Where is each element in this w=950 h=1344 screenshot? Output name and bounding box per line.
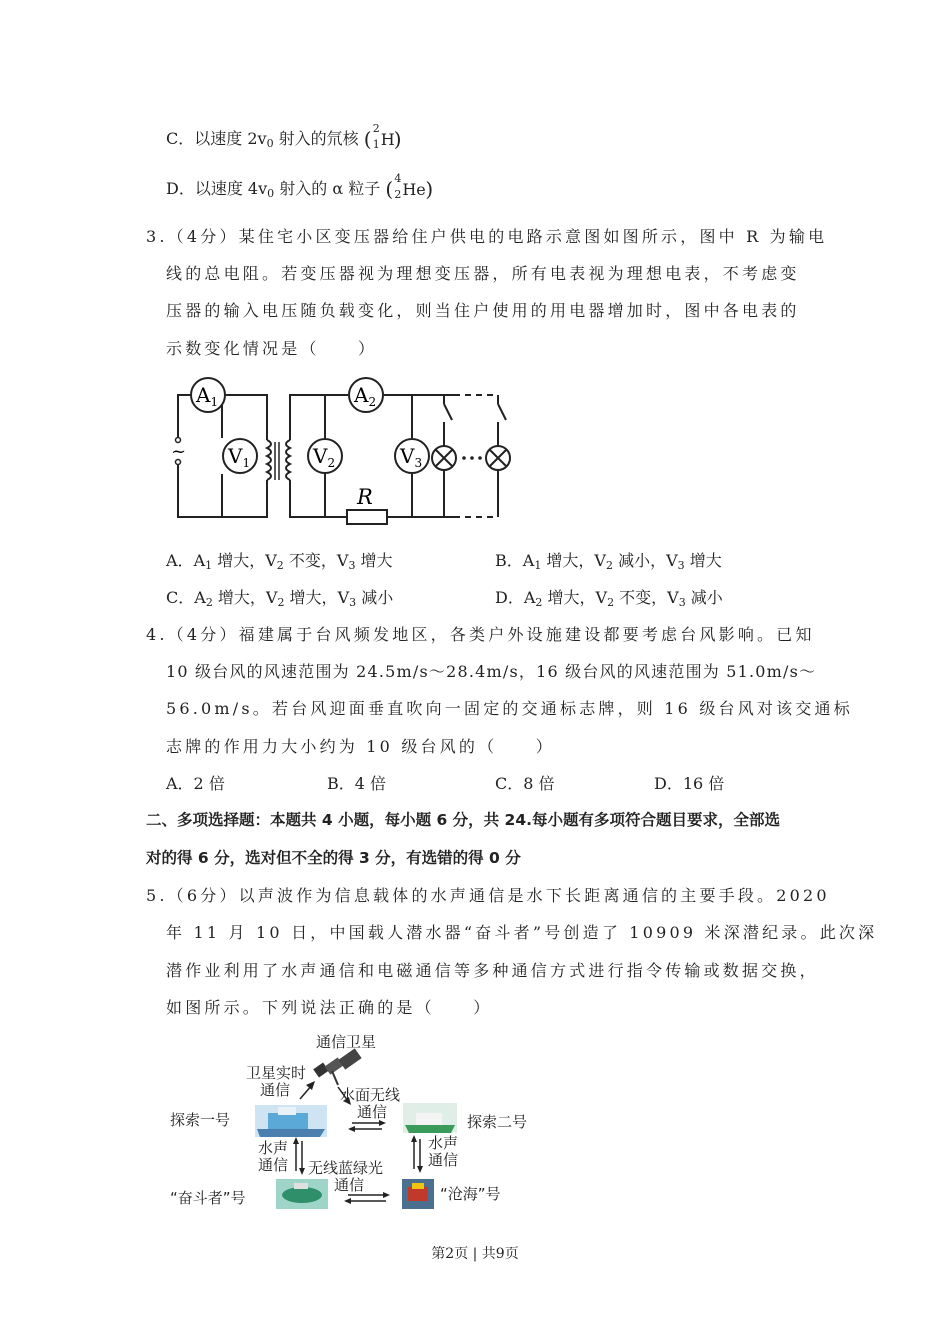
- sat-comm-label-2: 通信: [260, 1081, 291, 1099]
- q4-option-d: D．16 倍: [654, 774, 725, 793]
- q2-option-c: C．以速度 $2v_0$ 射入的氘核 ( 2 1 H ): [166, 126, 404, 151]
- section-heading-line-2: 对的得 6 分，选对但不全的得 3 分，有选错的得 0 分: [146, 849, 521, 867]
- q5-line-3: 潜作业利用了水声通信和电磁通信等多种通信方式进行指令传输或数据交换，: [166, 961, 819, 980]
- q4-line-3: 56.0m/s。若台风迎面垂直吹向一固定的交通标志牌，则 16 级台风对该交通标: [166, 699, 853, 718]
- meter-v2: $V_2$: [313, 444, 336, 470]
- communication-diagram: [160, 1025, 540, 1220]
- meter-v1: $V_1$: [228, 444, 251, 470]
- sub1-icon: [276, 1179, 328, 1209]
- acoustic-right-label-1: 水声: [428, 1134, 459, 1152]
- section-heading-line-1: 二、多项选择题：本题共 4 小题，每小题 6 分，共 24.每小题有多项符合题目要求，全部选: [146, 811, 781, 829]
- circuit-diagram: [162, 370, 522, 530]
- q3-option-c: C．$A_2$ 增大，$V_2$ 增大，$V_3$ 减小: [166, 588, 394, 609]
- right-acoustic-arrow: [414, 1139, 420, 1169]
- q3-option-b: B．$A_1$ 增大，$V_2$ 减小，$V_3$ 增大: [495, 551, 722, 572]
- q4-option-a: A．2 倍: [166, 774, 225, 793]
- q4-line-4: 志牌的作用力大小约为 10 级台风的（ ）: [166, 737, 555, 756]
- acoustic-left-label-1: 水声: [258, 1139, 289, 1157]
- q4-line-2: 10 级台风的风速范围为 24.5m/s～28.4m/s，16 级台风的风速范围为 51.0m/s～: [166, 662, 817, 681]
- q5-line-2: 年 11 月 10 日，中国载人潜水器“奋斗者”号创造了 10909 米深潜纪录。此次深: [166, 923, 878, 942]
- q2-option-d: D．以速度 $4v_0$ 射入的 α 粒子 ( 4 2 He ): [166, 171, 434, 201]
- q4-option-c: C．8 倍: [495, 774, 555, 793]
- q5-line-1: 5.（6分）以声波作为信息载体的水声通信是水下长距离通信的主要手段。2020: [146, 886, 830, 905]
- satellite-icon: [313, 1048, 361, 1085]
- bluegreen-label-2: 通信: [334, 1176, 365, 1194]
- surface-wireless-label-2: 通信: [357, 1103, 388, 1121]
- acoustic-right-label-2: 通信: [428, 1151, 459, 1169]
- page-footer: 第2页 | 共9页: [431, 1246, 519, 1262]
- ship1-label: 探索一号: [170, 1111, 231, 1129]
- ship2-icon: [403, 1103, 457, 1133]
- alpha-symbol: ( 4 2 He ): [385, 171, 434, 201]
- meter-a2: $A_2$: [354, 383, 377, 409]
- sub1-label: “奋斗者”号: [170, 1189, 246, 1207]
- resistor-label: R: [357, 485, 373, 509]
- deuteron-symbol: ( 2 1 H ): [363, 121, 402, 151]
- ship1-icon: [255, 1105, 327, 1137]
- acoustic-left-label-2: 通信: [258, 1156, 289, 1174]
- left-acoustic-arrow: [296, 1141, 302, 1171]
- satellite-label: 通信卫星: [316, 1033, 377, 1051]
- sub2-label: “沧海”号: [440, 1185, 501, 1203]
- q3-line-1: 3.（4分）某住宅小区变压器给住户供电的电路示意图如图所示，图中 R 为输电: [146, 227, 828, 246]
- q3-option-d: D．$A_2$ 增大，$V_2$ 不变，$V_3$ 减小: [495, 588, 723, 609]
- meter-v3: $V_3$: [400, 444, 423, 470]
- q3-line-3: 压器的输入电压随负载变化，则当住户使用的用电器增加时，图中各电表的: [166, 301, 800, 320]
- q3-option-a: A．$A_1$ 增大，$V_2$ 不变，$V_3$ 增大: [166, 551, 393, 572]
- sat-comm-label-1: 卫星实时: [246, 1064, 307, 1082]
- q3-line-4: 示数变化情况是（ ）: [166, 339, 378, 358]
- bluegreen-link-arrow: [348, 1195, 386, 1201]
- meter-a1: $A_1$: [196, 383, 219, 409]
- q4-option-b: B．4 倍: [327, 774, 387, 793]
- bluegreen-label-1: 无线蓝绿光: [308, 1159, 384, 1177]
- surface-wireless-label-1: 水面无线: [340, 1086, 401, 1104]
- resistor: [347, 510, 387, 524]
- ship2-label: 探索二号: [467, 1113, 528, 1131]
- q3-line-2: 线的总电阻。若变压器视为理想变压器，所有电表视为理想电表，不考虑变: [166, 264, 800, 283]
- q4-line-1: 4.（4分）福建属于台风频发地区，各类户外设施建设都要考虑台风影响。已知: [146, 625, 815, 644]
- ship-link-arrow: [352, 1123, 382, 1129]
- ac-source: ~: [171, 441, 187, 462]
- q5-line-4: 如图所示。下列说法正确的是（ ）: [166, 998, 493, 1017]
- sub2-icon: [402, 1179, 434, 1209]
